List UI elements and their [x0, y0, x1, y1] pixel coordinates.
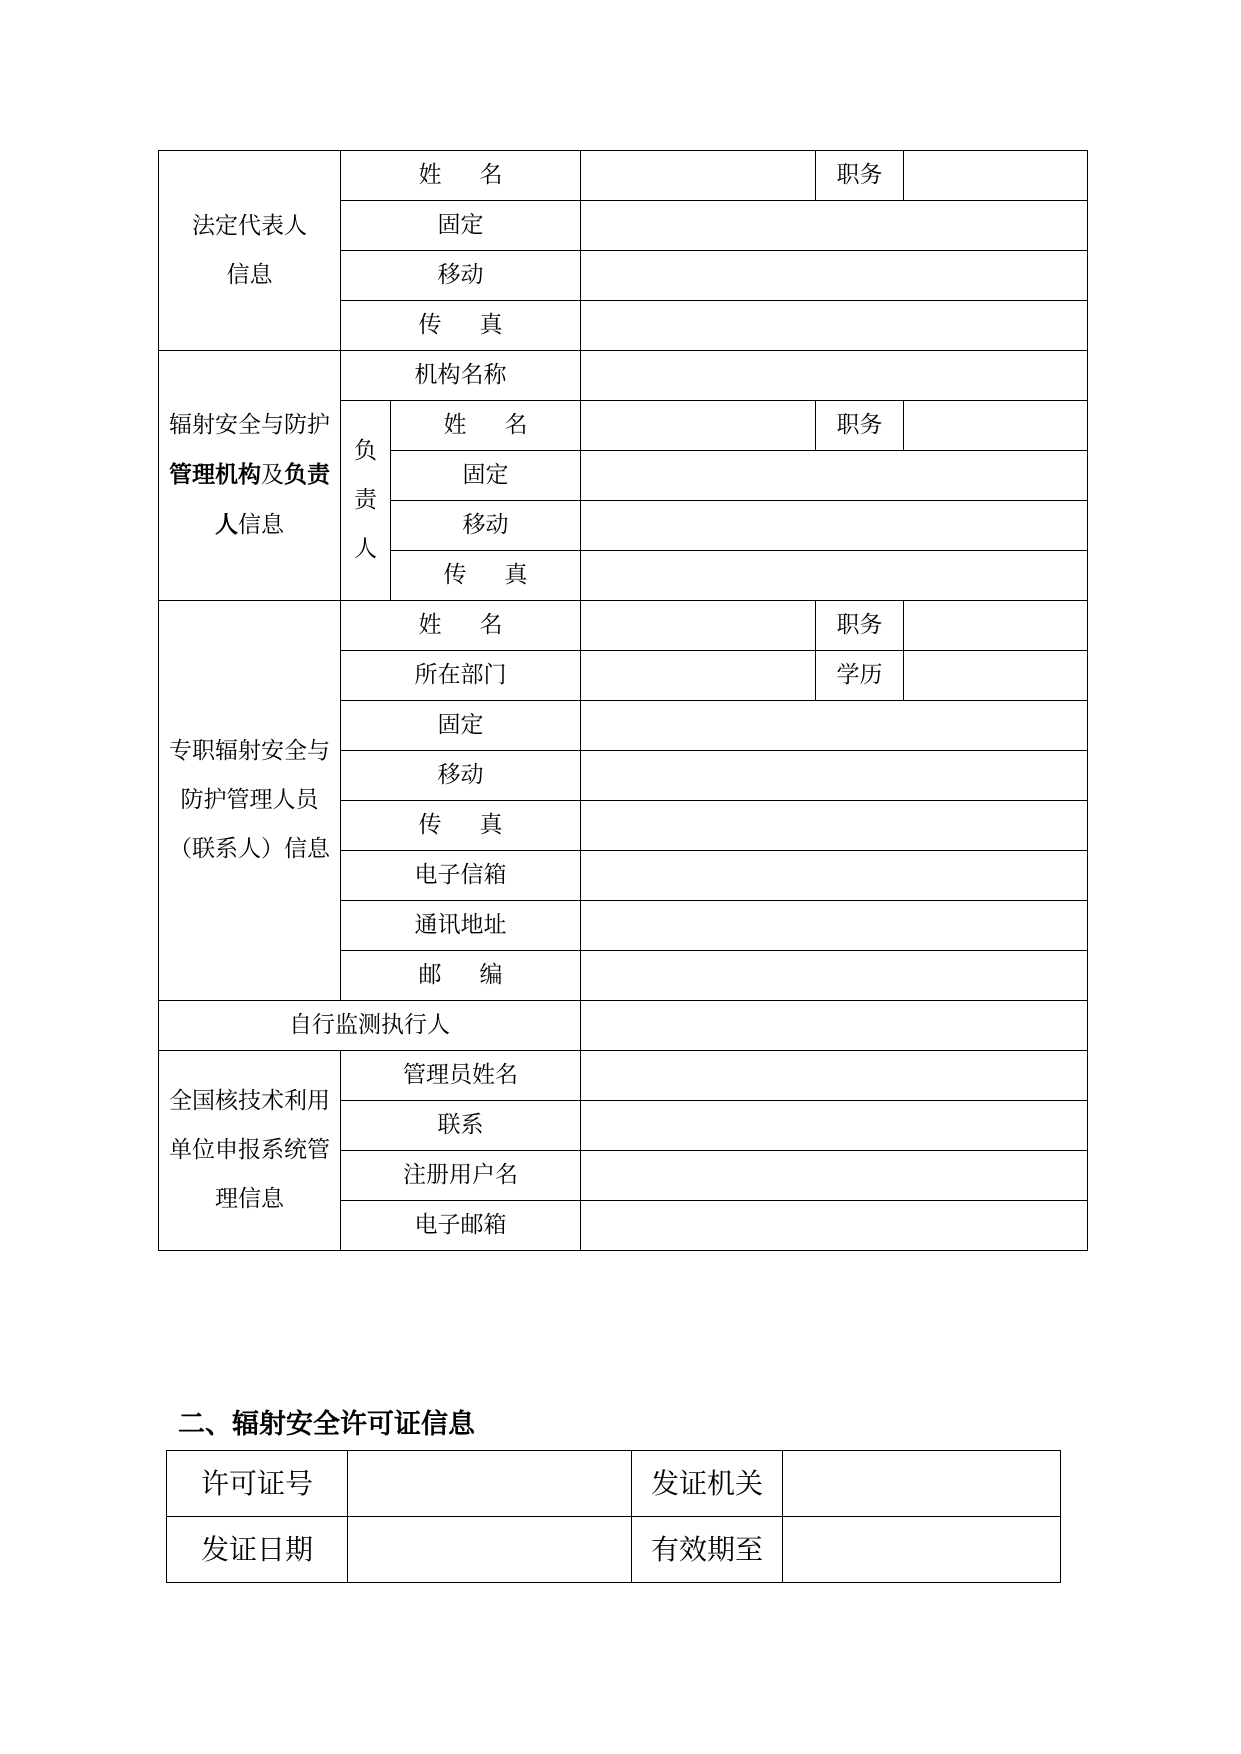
system-admin-name-label: 管理员姓名 — [341, 1051, 581, 1101]
org-phone-field[interactable] — [581, 451, 1088, 501]
staff-name-label: 姓名 — [341, 601, 581, 651]
staff-fax-field[interactable] — [581, 801, 1088, 851]
org-name-label: 机构名称 — [341, 351, 581, 401]
org-mobile-field[interactable] — [581, 501, 1088, 551]
system-heading: 全国核技术利用单位申报系统管理信息 — [159, 1051, 341, 1251]
org-person-name-field[interactable] — [581, 401, 816, 451]
staff-address-label: 通讯地址 — [341, 901, 581, 951]
license-no-label: 许可证号 — [167, 1451, 348, 1517]
issue-date-label: 发证日期 — [167, 1517, 348, 1583]
legal-phone-label: 固定 — [341, 201, 581, 251]
org-name-row — [159, 351, 1088, 401]
staff-phone-field[interactable] — [581, 701, 1088, 751]
legal-position-field[interactable] — [904, 151, 1088, 201]
license-info-table — [166, 1450, 1061, 1583]
org-heading: 辐射安全与防护管理机构及负责人信息 — [159, 351, 341, 601]
legal-rep-heading: 法定代表人 信息 — [159, 151, 341, 351]
staff-phone-label: 固定 — [341, 701, 581, 751]
issuer-field[interactable] — [783, 1451, 1061, 1517]
org-fax-field[interactable] — [581, 551, 1088, 601]
staff-name-row — [159, 601, 1088, 651]
legal-fax-label: 传真 — [341, 301, 581, 351]
legal-name-field[interactable] — [581, 151, 816, 201]
staff-position-field[interactable] — [904, 601, 1088, 651]
system-email-label: 电子邮箱 — [341, 1201, 581, 1251]
system-admin-name-field[interactable] — [581, 1051, 1088, 1101]
system-username-field[interactable] — [581, 1151, 1088, 1201]
applicant-info-table — [158, 150, 1088, 1251]
system-username-label: 注册用户名 — [341, 1151, 581, 1201]
legal-position-label: 职务 — [816, 151, 904, 201]
staff-heading: 专职辐射安全与防护管理人员（联系人）信息 — [159, 601, 341, 1001]
system-contact-label: 联系 — [341, 1101, 581, 1151]
staff-postcode-label: 邮编 — [341, 951, 581, 1001]
legal-phone-field[interactable] — [581, 201, 1088, 251]
self-monitor-field[interactable] — [581, 1001, 1088, 1051]
legal-fax-field[interactable] — [581, 301, 1088, 351]
staff-fax-label: 传真 — [341, 801, 581, 851]
org-person-vertical-label: 负 责 人 — [341, 401, 391, 601]
staff-email-field[interactable] — [581, 851, 1088, 901]
staff-email-label: 电子信箱 — [341, 851, 581, 901]
self-monitor-label: 自行监测执行人 — [159, 1001, 581, 1051]
issuer-label: 发证机关 — [632, 1451, 783, 1517]
section-2-title: 二、辐射安全许可证信息 — [178, 1409, 475, 1440]
staff-department-label: 所在部门 — [341, 651, 581, 701]
license-row-1 — [167, 1451, 1061, 1517]
org-person-name-label: 姓名 — [391, 401, 581, 451]
legal-name-label: 姓名 — [341, 151, 581, 201]
staff-mobile-field[interactable] — [581, 751, 1088, 801]
legal-mobile-field[interactable] — [581, 251, 1088, 301]
staff-postcode-field[interactable] — [581, 951, 1088, 1001]
staff-address-field[interactable] — [581, 901, 1088, 951]
staff-mobile-label: 移动 — [341, 751, 581, 801]
org-fax-label: 传真 — [391, 551, 581, 601]
license-row-2 — [167, 1517, 1061, 1583]
staff-department-field[interactable] — [581, 651, 816, 701]
org-person-position-label: 职务 — [816, 401, 904, 451]
self-monitor-row — [159, 1001, 1088, 1051]
staff-name-field[interactable] — [581, 601, 816, 651]
legal-name-row — [159, 151, 1088, 201]
valid-until-field[interactable] — [783, 1517, 1061, 1583]
issue-date-field[interactable] — [348, 1517, 632, 1583]
system-contact-field[interactable] — [581, 1101, 1088, 1151]
org-phone-label: 固定 — [391, 451, 581, 501]
org-name-field[interactable] — [581, 351, 1088, 401]
system-admin-row — [159, 1051, 1088, 1101]
license-no-field[interactable] — [348, 1451, 632, 1517]
org-person-position-field[interactable] — [904, 401, 1088, 451]
staff-position-label: 职务 — [816, 601, 904, 651]
legal-mobile-label: 移动 — [341, 251, 581, 301]
staff-education-label: 学历 — [816, 651, 904, 701]
staff-education-field[interactable] — [904, 651, 1088, 701]
system-email-field[interactable] — [581, 1201, 1088, 1251]
org-mobile-label: 移动 — [391, 501, 581, 551]
valid-until-label: 有效期至 — [632, 1517, 783, 1583]
